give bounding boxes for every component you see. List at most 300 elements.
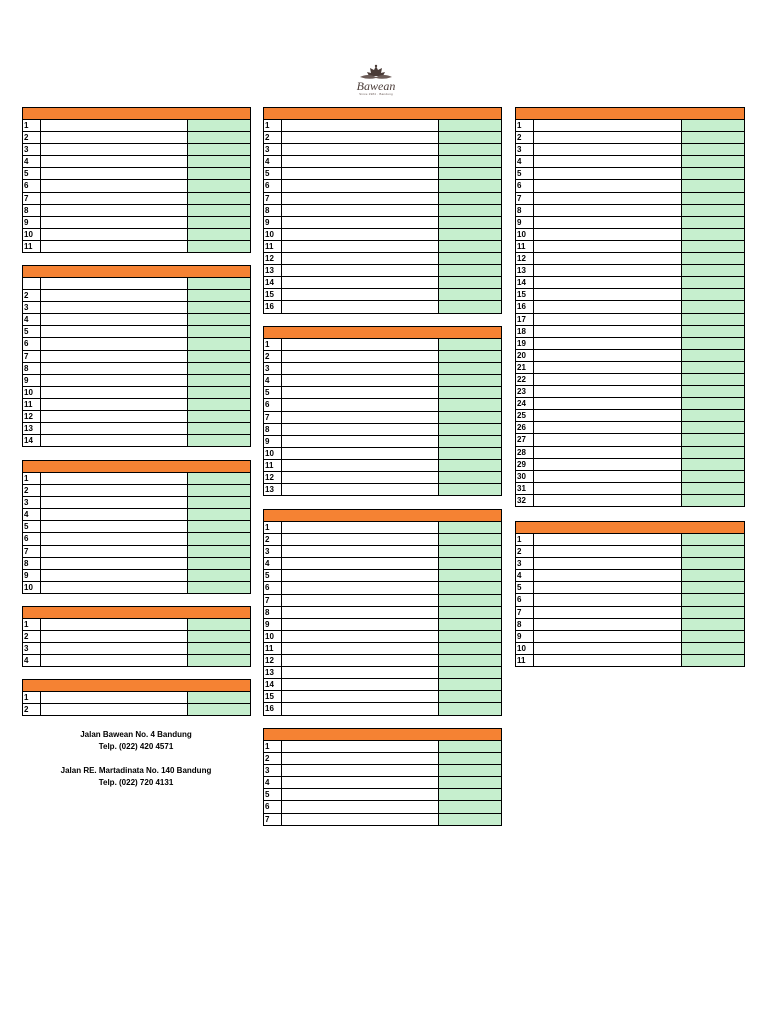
row-number: 9	[23, 217, 41, 228]
price-cell[interactable]	[682, 570, 744, 581]
item-name-cell[interactable]	[282, 691, 439, 702]
price-cell[interactable]	[439, 655, 501, 666]
row-number: 21	[516, 362, 534, 373]
item-name-cell[interactable]	[282, 412, 439, 423]
price-cell[interactable]	[188, 435, 250, 446]
price-cell[interactable]	[188, 485, 250, 496]
table-row	[515, 289, 745, 301]
item-name-cell[interactable]	[534, 619, 682, 630]
item-name-cell[interactable]	[282, 460, 439, 471]
price-cell[interactable]	[439, 777, 501, 788]
price-cell[interactable]	[439, 156, 501, 167]
item-name-cell[interactable]	[282, 472, 439, 483]
price-cell[interactable]	[439, 619, 501, 630]
item-name-cell[interactable]	[534, 180, 682, 191]
item-name-cell[interactable]	[282, 301, 439, 312]
price-cell[interactable]	[682, 314, 744, 325]
item-name-cell[interactable]	[534, 374, 682, 385]
item-name-cell[interactable]	[534, 655, 682, 666]
price-cell[interactable]	[682, 180, 744, 191]
item-name-cell[interactable]	[534, 422, 682, 433]
item-name-cell[interactable]	[41, 570, 188, 581]
price-cell[interactable]	[188, 363, 250, 374]
item-name-cell[interactable]	[41, 435, 188, 446]
price-cell[interactable]	[682, 168, 744, 179]
item-name-cell[interactable]	[41, 375, 188, 386]
item-name-cell[interactable]	[534, 495, 682, 506]
item-name-cell[interactable]	[282, 546, 439, 557]
price-cell[interactable]	[682, 422, 744, 433]
item-name-cell[interactable]	[282, 765, 439, 776]
price-cell[interactable]	[439, 289, 501, 300]
item-name-cell[interactable]	[41, 411, 188, 422]
item-name-cell[interactable]	[282, 229, 439, 240]
price-cell[interactable]	[188, 168, 250, 179]
block-header	[263, 326, 502, 339]
item-name-cell[interactable]	[534, 459, 682, 470]
price-cell[interactable]	[188, 387, 250, 398]
price-cell[interactable]	[188, 132, 250, 143]
item-name-cell[interactable]	[534, 156, 682, 167]
price-cell[interactable]	[682, 619, 744, 630]
price-cell[interactable]	[682, 483, 744, 494]
item-name-cell[interactable]	[534, 338, 682, 349]
price-cell[interactable]	[439, 265, 501, 276]
price-cell[interactable]	[188, 314, 250, 325]
item-name-cell[interactable]	[282, 363, 439, 374]
price-cell[interactable]	[439, 546, 501, 557]
item-name-cell[interactable]	[534, 144, 682, 155]
item-name-cell[interactable]	[41, 497, 188, 508]
price-cell[interactable]	[682, 338, 744, 349]
item-name-cell[interactable]	[534, 386, 682, 397]
price-cell[interactable]	[439, 522, 501, 533]
price-cell[interactable]	[439, 789, 501, 800]
item-name-cell[interactable]	[534, 546, 682, 557]
price-cell[interactable]	[439, 132, 501, 143]
row-number: 10	[264, 229, 282, 240]
price-cell[interactable]	[439, 277, 501, 288]
price-cell[interactable]	[188, 241, 250, 252]
price-cell[interactable]	[439, 448, 501, 459]
item-name-cell[interactable]	[534, 326, 682, 337]
price-cell[interactable]	[439, 703, 501, 714]
price-cell[interactable]	[682, 241, 744, 252]
price-cell[interactable]	[682, 495, 744, 506]
price-cell[interactable]	[682, 434, 744, 445]
price-cell[interactable]	[439, 387, 501, 398]
item-name-cell[interactable]	[282, 120, 439, 131]
price-cell[interactable]	[682, 534, 744, 545]
row-number: 3	[23, 302, 41, 313]
price-cell[interactable]	[682, 362, 744, 373]
item-name-cell[interactable]	[534, 398, 682, 409]
item-name-cell[interactable]	[282, 241, 439, 252]
price-cell[interactable]	[439, 399, 501, 410]
item-name-cell[interactable]	[534, 253, 682, 264]
item-name-cell[interactable]	[534, 132, 682, 143]
price-cell[interactable]	[439, 691, 501, 702]
item-name-cell[interactable]	[282, 217, 439, 228]
price-cell[interactable]	[439, 460, 501, 471]
price-cell[interactable]	[439, 582, 501, 593]
item-name-cell[interactable]	[282, 619, 439, 630]
item-name-cell[interactable]	[534, 362, 682, 373]
item-name-cell[interactable]	[41, 692, 188, 703]
item-name-cell[interactable]	[41, 643, 188, 654]
price-cell[interactable]	[439, 741, 501, 752]
item-name-cell[interactable]	[282, 741, 439, 752]
row-number: 3	[516, 558, 534, 569]
price-cell[interactable]	[682, 156, 744, 167]
item-name-cell[interactable]	[534, 120, 682, 131]
item-name-cell[interactable]	[41, 546, 188, 557]
item-name-cell[interactable]	[534, 570, 682, 581]
price-cell[interactable]	[188, 473, 250, 484]
item-name-cell[interactable]	[534, 558, 682, 569]
row-number: 5	[264, 570, 282, 581]
item-name-cell[interactable]	[534, 534, 682, 545]
price-cell[interactable]	[439, 558, 501, 569]
item-name-cell[interactable]	[534, 434, 682, 445]
item-name-cell[interactable]	[41, 655, 188, 666]
price-cell[interactable]	[188, 302, 250, 313]
item-name-cell[interactable]	[282, 667, 439, 678]
item-name-cell[interactable]	[282, 277, 439, 288]
item-name-cell[interactable]	[41, 619, 188, 630]
price-cell[interactable]	[682, 594, 744, 605]
price-cell[interactable]	[188, 156, 250, 167]
price-cell[interactable]	[439, 351, 501, 362]
table-row	[263, 460, 502, 472]
item-name-cell[interactable]	[41, 704, 188, 715]
price-cell[interactable]	[188, 570, 250, 581]
item-name-cell[interactable]	[282, 582, 439, 593]
price-cell[interactable]	[188, 704, 250, 715]
price-cell[interactable]	[188, 509, 250, 520]
row-number: 6	[516, 594, 534, 605]
item-name-cell[interactable]	[282, 679, 439, 690]
item-name-cell[interactable]	[41, 193, 188, 204]
item-name-cell[interactable]	[41, 473, 188, 484]
price-cell[interactable]	[682, 326, 744, 337]
price-cell[interactable]	[188, 217, 250, 228]
price-cell[interactable]	[682, 398, 744, 409]
row-number: 13	[264, 484, 282, 495]
item-name-cell[interactable]	[41, 387, 188, 398]
item-name-cell[interactable]	[534, 229, 682, 240]
item-name-cell[interactable]	[534, 350, 682, 361]
price-cell[interactable]	[188, 558, 250, 569]
price-cell[interactable]	[439, 472, 501, 483]
item-name-cell[interactable]	[282, 424, 439, 435]
price-cell[interactable]	[188, 375, 250, 386]
item-name-cell[interactable]	[282, 351, 439, 362]
item-name-cell[interactable]	[534, 607, 682, 618]
item-name-cell[interactable]	[41, 326, 188, 337]
price-cell[interactable]	[439, 643, 501, 654]
price-cell[interactable]	[188, 193, 250, 204]
price-cell[interactable]	[682, 229, 744, 240]
item-name-cell[interactable]	[41, 180, 188, 191]
item-name-cell[interactable]	[282, 558, 439, 569]
item-name-cell[interactable]	[282, 570, 439, 581]
price-cell[interactable]	[439, 205, 501, 216]
item-name-cell[interactable]	[282, 193, 439, 204]
item-name-cell[interactable]	[534, 289, 682, 300]
price-cell[interactable]	[439, 607, 501, 618]
price-cell[interactable]	[188, 351, 250, 362]
item-name-cell[interactable]	[282, 156, 439, 167]
item-name-cell[interactable]	[41, 363, 188, 374]
price-cell[interactable]	[439, 241, 501, 252]
item-name-cell[interactable]	[41, 302, 188, 313]
price-cell[interactable]	[188, 643, 250, 654]
item-name-cell[interactable]	[41, 509, 188, 520]
item-name-cell[interactable]	[534, 277, 682, 288]
price-cell[interactable]	[682, 120, 744, 131]
table-row	[515, 483, 745, 495]
item-name-cell[interactable]	[282, 522, 439, 533]
item-name-cell[interactable]	[534, 205, 682, 216]
price-cell[interactable]	[439, 667, 501, 678]
item-name-cell[interactable]	[282, 595, 439, 606]
price-cell[interactable]	[188, 144, 250, 155]
price-cell[interactable]	[439, 168, 501, 179]
price-cell[interactable]	[682, 253, 744, 264]
item-name-cell[interactable]	[282, 789, 439, 800]
price-cell[interactable]	[188, 533, 250, 544]
item-name-cell[interactable]	[41, 132, 188, 143]
price-cell[interactable]	[682, 643, 744, 654]
item-name-cell[interactable]	[534, 410, 682, 421]
item-name-cell[interactable]	[41, 399, 188, 410]
item-name-cell[interactable]	[41, 278, 188, 289]
price-cell[interactable]	[439, 753, 501, 764]
row-number: 2	[23, 485, 41, 496]
item-name-cell[interactable]	[41, 144, 188, 155]
price-cell[interactable]	[439, 144, 501, 155]
item-name-cell[interactable]	[41, 205, 188, 216]
price-cell[interactable]	[188, 338, 250, 349]
item-name-cell[interactable]	[282, 180, 439, 191]
item-name-cell[interactable]	[41, 423, 188, 434]
table-row	[515, 156, 745, 168]
row-number: 9	[23, 570, 41, 581]
price-cell[interactable]	[188, 205, 250, 216]
price-cell[interactable]	[439, 217, 501, 228]
item-name-cell[interactable]	[534, 168, 682, 179]
item-name-cell[interactable]	[534, 582, 682, 593]
row-number: 13	[264, 265, 282, 276]
row-number: 8	[264, 607, 282, 618]
price-cell[interactable]	[188, 411, 250, 422]
price-cell[interactable]	[682, 459, 744, 470]
item-name-cell[interactable]	[282, 814, 439, 825]
item-name-cell[interactable]	[282, 703, 439, 714]
item-name-cell[interactable]	[282, 801, 439, 812]
table-row	[22, 582, 251, 594]
item-name-cell[interactable]	[282, 643, 439, 654]
price-cell[interactable]	[682, 277, 744, 288]
item-name-cell[interactable]	[282, 253, 439, 264]
price-cell[interactable]	[439, 814, 501, 825]
item-name-cell[interactable]	[282, 265, 439, 276]
price-cell[interactable]	[682, 289, 744, 300]
item-name-cell[interactable]	[41, 351, 188, 362]
item-name-cell[interactable]	[41, 168, 188, 179]
item-name-cell[interactable]	[282, 132, 439, 143]
item-name-cell[interactable]	[41, 120, 188, 131]
price-cell[interactable]	[439, 765, 501, 776]
item-name-cell[interactable]	[534, 301, 682, 312]
price-cell[interactable]	[439, 484, 501, 495]
item-name-cell[interactable]	[282, 168, 439, 179]
price-cell[interactable]	[188, 497, 250, 508]
item-name-cell[interactable]	[282, 484, 439, 495]
price-cell[interactable]	[439, 412, 501, 423]
item-name-cell[interactable]	[534, 447, 682, 458]
item-name-cell[interactable]	[282, 339, 439, 350]
item-name-cell[interactable]	[41, 521, 188, 532]
price-cell[interactable]	[188, 619, 250, 630]
price-cell[interactable]	[682, 447, 744, 458]
price-cell[interactable]	[682, 655, 744, 666]
item-name-cell[interactable]	[534, 217, 682, 228]
item-name-cell[interactable]	[41, 582, 188, 593]
item-name-cell[interactable]	[282, 607, 439, 618]
price-cell[interactable]	[439, 595, 501, 606]
price-cell[interactable]	[439, 375, 501, 386]
row-number: 2	[264, 534, 282, 545]
price-cell[interactable]	[188, 521, 250, 532]
item-name-cell[interactable]	[534, 193, 682, 204]
price-cell[interactable]	[439, 631, 501, 642]
item-name-cell[interactable]	[534, 643, 682, 654]
price-cell[interactable]	[682, 471, 744, 482]
price-cell[interactable]	[682, 558, 744, 569]
price-cell[interactable]	[439, 180, 501, 191]
item-name-cell[interactable]	[41, 533, 188, 544]
item-name-cell[interactable]	[534, 471, 682, 482]
row-number: 2	[23, 631, 41, 642]
price-cell[interactable]	[188, 423, 250, 434]
price-cell[interactable]	[439, 534, 501, 545]
price-cell[interactable]	[439, 229, 501, 240]
item-name-cell[interactable]	[41, 241, 188, 252]
item-name-cell[interactable]	[282, 534, 439, 545]
item-name-cell[interactable]	[534, 241, 682, 252]
price-cell[interactable]	[682, 193, 744, 204]
price-cell[interactable]	[439, 301, 501, 312]
item-name-cell[interactable]	[41, 290, 188, 301]
item-name-cell[interactable]	[41, 217, 188, 228]
price-cell[interactable]	[682, 410, 744, 421]
row-number: 17	[516, 314, 534, 325]
item-name-cell[interactable]	[282, 375, 439, 386]
price-cell[interactable]	[682, 582, 744, 593]
item-name-cell[interactable]	[41, 485, 188, 496]
price-cell[interactable]	[188, 631, 250, 642]
price-cell[interactable]	[188, 278, 250, 289]
item-name-cell[interactable]	[282, 631, 439, 642]
price-cell[interactable]	[188, 399, 250, 410]
row-number: 16	[264, 301, 282, 312]
price-cell[interactable]	[188, 546, 250, 557]
table-row	[515, 558, 745, 570]
item-name-cell[interactable]	[282, 655, 439, 666]
item-name-cell[interactable]	[534, 265, 682, 276]
price-cell[interactable]	[439, 570, 501, 581]
price-cell[interactable]	[682, 350, 744, 361]
price-cell[interactable]	[188, 692, 250, 703]
item-name-cell[interactable]	[282, 753, 439, 764]
price-cell[interactable]	[188, 120, 250, 131]
item-name-cell[interactable]	[282, 289, 439, 300]
price-cell[interactable]	[188, 582, 250, 593]
price-cell[interactable]	[188, 290, 250, 301]
item-name-cell[interactable]	[282, 399, 439, 410]
price-cell[interactable]	[682, 607, 744, 618]
price-cell[interactable]	[439, 339, 501, 350]
price-cell[interactable]	[188, 326, 250, 337]
price-cell[interactable]	[439, 436, 501, 447]
item-name-cell[interactable]	[282, 436, 439, 447]
row-number: 4	[23, 509, 41, 520]
price-cell[interactable]	[682, 144, 744, 155]
price-cell[interactable]	[439, 424, 501, 435]
logo-name: Bawean	[356, 79, 396, 93]
price-cell[interactable]	[188, 229, 250, 240]
item-name-cell[interactable]	[41, 314, 188, 325]
price-cell[interactable]	[439, 363, 501, 374]
item-name-cell[interactable]	[534, 483, 682, 494]
price-cell[interactable]	[682, 301, 744, 312]
item-name-cell[interactable]	[282, 777, 439, 788]
price-cell[interactable]	[188, 655, 250, 666]
price-cell[interactable]	[439, 120, 501, 131]
price-cell[interactable]	[439, 801, 501, 812]
price-cell[interactable]	[188, 180, 250, 191]
item-name-cell[interactable]	[534, 594, 682, 605]
price-cell[interactable]	[682, 217, 744, 228]
item-name-cell[interactable]	[282, 387, 439, 398]
price-cell[interactable]	[439, 193, 501, 204]
table-row	[22, 509, 251, 521]
price-cell[interactable]	[439, 679, 501, 690]
item-name-cell[interactable]	[534, 631, 682, 642]
item-name-cell[interactable]	[41, 558, 188, 569]
item-name-cell[interactable]	[41, 631, 188, 642]
price-cell[interactable]	[682, 631, 744, 642]
item-name-cell[interactable]	[282, 205, 439, 216]
table-row	[515, 434, 745, 446]
price-cell[interactable]	[682, 374, 744, 385]
table-row	[263, 741, 502, 753]
price-cell[interactable]	[682, 132, 744, 143]
item-name-cell[interactable]	[41, 338, 188, 349]
price-cell[interactable]	[439, 253, 501, 264]
item-name-cell[interactable]	[282, 448, 439, 459]
price-cell[interactable]	[682, 265, 744, 276]
item-name-cell[interactable]	[41, 156, 188, 167]
item-name-cell[interactable]	[41, 229, 188, 240]
item-name-cell[interactable]	[282, 144, 439, 155]
price-cell[interactable]	[682, 205, 744, 216]
price-cell[interactable]	[682, 546, 744, 557]
item-name-cell[interactable]	[534, 314, 682, 325]
price-cell[interactable]	[682, 386, 744, 397]
